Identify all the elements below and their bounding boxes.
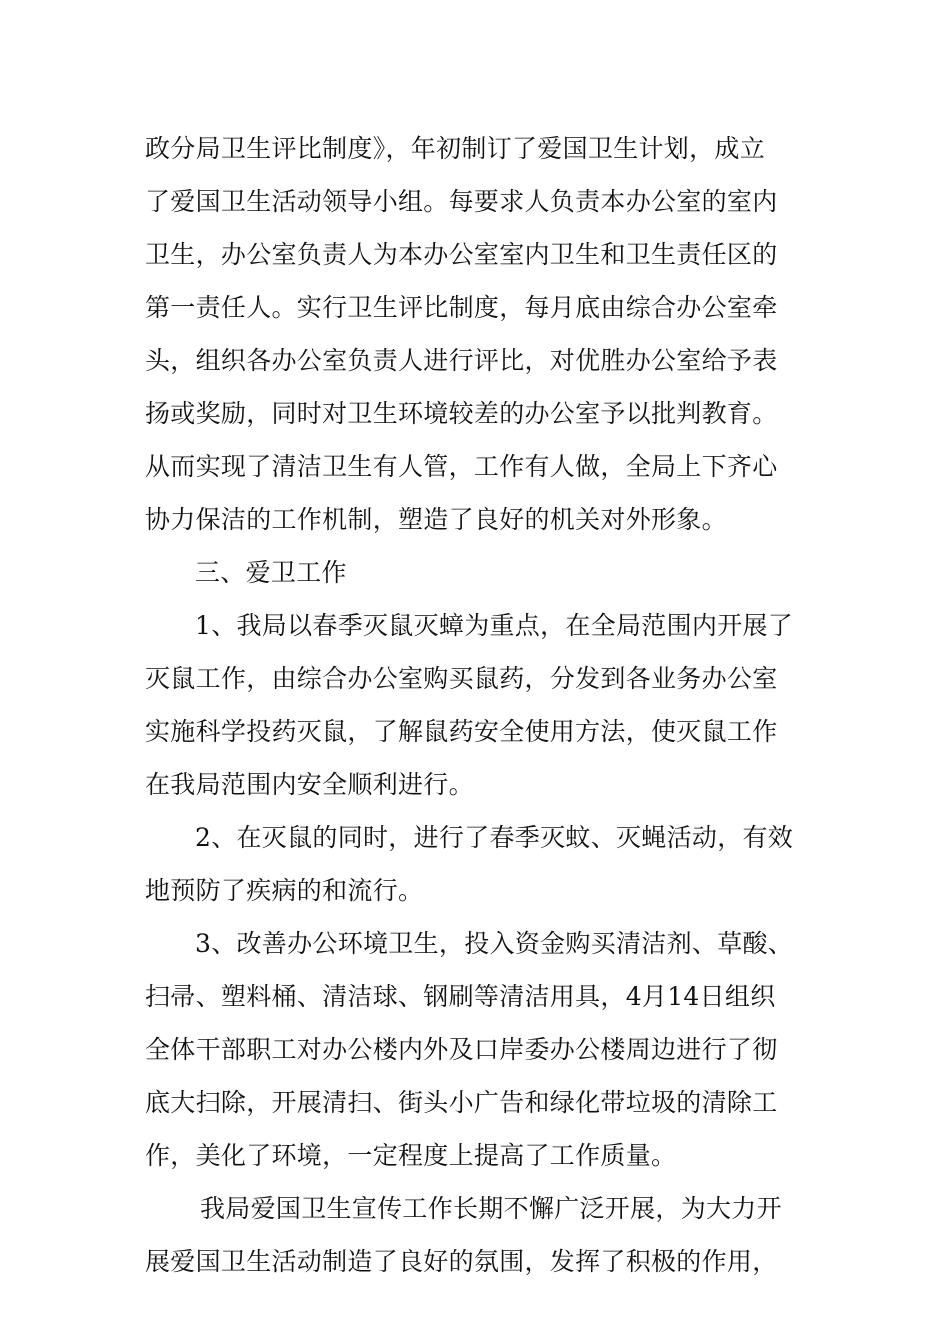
paragraph-line: 1、我局以春季灭鼠灭蟑为重点，在全局范围内开展了 <box>195 611 794 640</box>
paragraph-line: 第一责任人。实行卫生评比制度，每月底由综合办公室牵 <box>145 293 778 322</box>
paragraph-line: 灭鼠工作，由综合办公室购买鼠药，分发到各业务办公室 <box>145 664 778 693</box>
paragraph-line: 政分局卫生评比制度》，年初制订了爱国卫生计划，成立 <box>145 134 766 163</box>
paragraph-line: 2、在灭鼠的同时，进行了春季灭蚊、灭蝇活动，有效 <box>195 823 794 852</box>
section-heading: 三、爱卫工作 <box>195 558 347 587</box>
paragraph-line: 地预防了疾病的和流行。 <box>145 876 424 905</box>
paragraph-line: 全体干部职工对办公楼内外及口岸委办公楼周边进行了彻 <box>145 1035 778 1064</box>
paragraph-line: 实施科学投药灭鼠，了解鼠药安全使用方法，使灭鼠工作 <box>145 717 778 746</box>
paragraph-line: 扫帚、塑料桶、清洁球、钢刷等清洁用具，4月14日组织 <box>145 982 776 1011</box>
paragraph-line: 底大扫除，开展清扫、街头小广告和绿化带垃圾的清除工 <box>145 1088 778 1117</box>
paragraph-line: 卫生，办公室负责人为本办公室室内卫生和卫生责任区的 <box>145 240 778 269</box>
paragraph-line: 作，美化了环境，一定程度上提高了工作质量。 <box>145 1141 677 1170</box>
paragraph-line: 了爱国卫生活动领导小组。每要求人负责本办公室的室内 <box>145 187 778 216</box>
paragraph-line: 协力保洁的工作机制，塑造了良好的机关对外形象。 <box>145 505 727 534</box>
paragraph-line: 在我局范围内安全顺利进行。 <box>145 770 474 799</box>
paragraph-line: 3、改善办公环境卫生，投入资金购买清洁剂、草酸、 <box>195 929 794 958</box>
paragraph-line: 展爱国卫生活动制造了良好的氛围，发挥了积极的作用， <box>145 1247 778 1276</box>
paragraph-line: 我局爱国卫生宣传工作长期不懈广泛开展，为大力开 <box>200 1194 782 1223</box>
paragraph-line: 从而实现了清洁卫生有人管，工作有人做，全局上下齐心 <box>145 452 778 481</box>
paragraph-line: 扬或奖励，同时对卫生环境较差的办公室予以批判教育。 <box>145 399 778 428</box>
paragraph-line: 头，组织各办公室负责人进行评比，对优胜办公室给予表 <box>145 346 778 375</box>
